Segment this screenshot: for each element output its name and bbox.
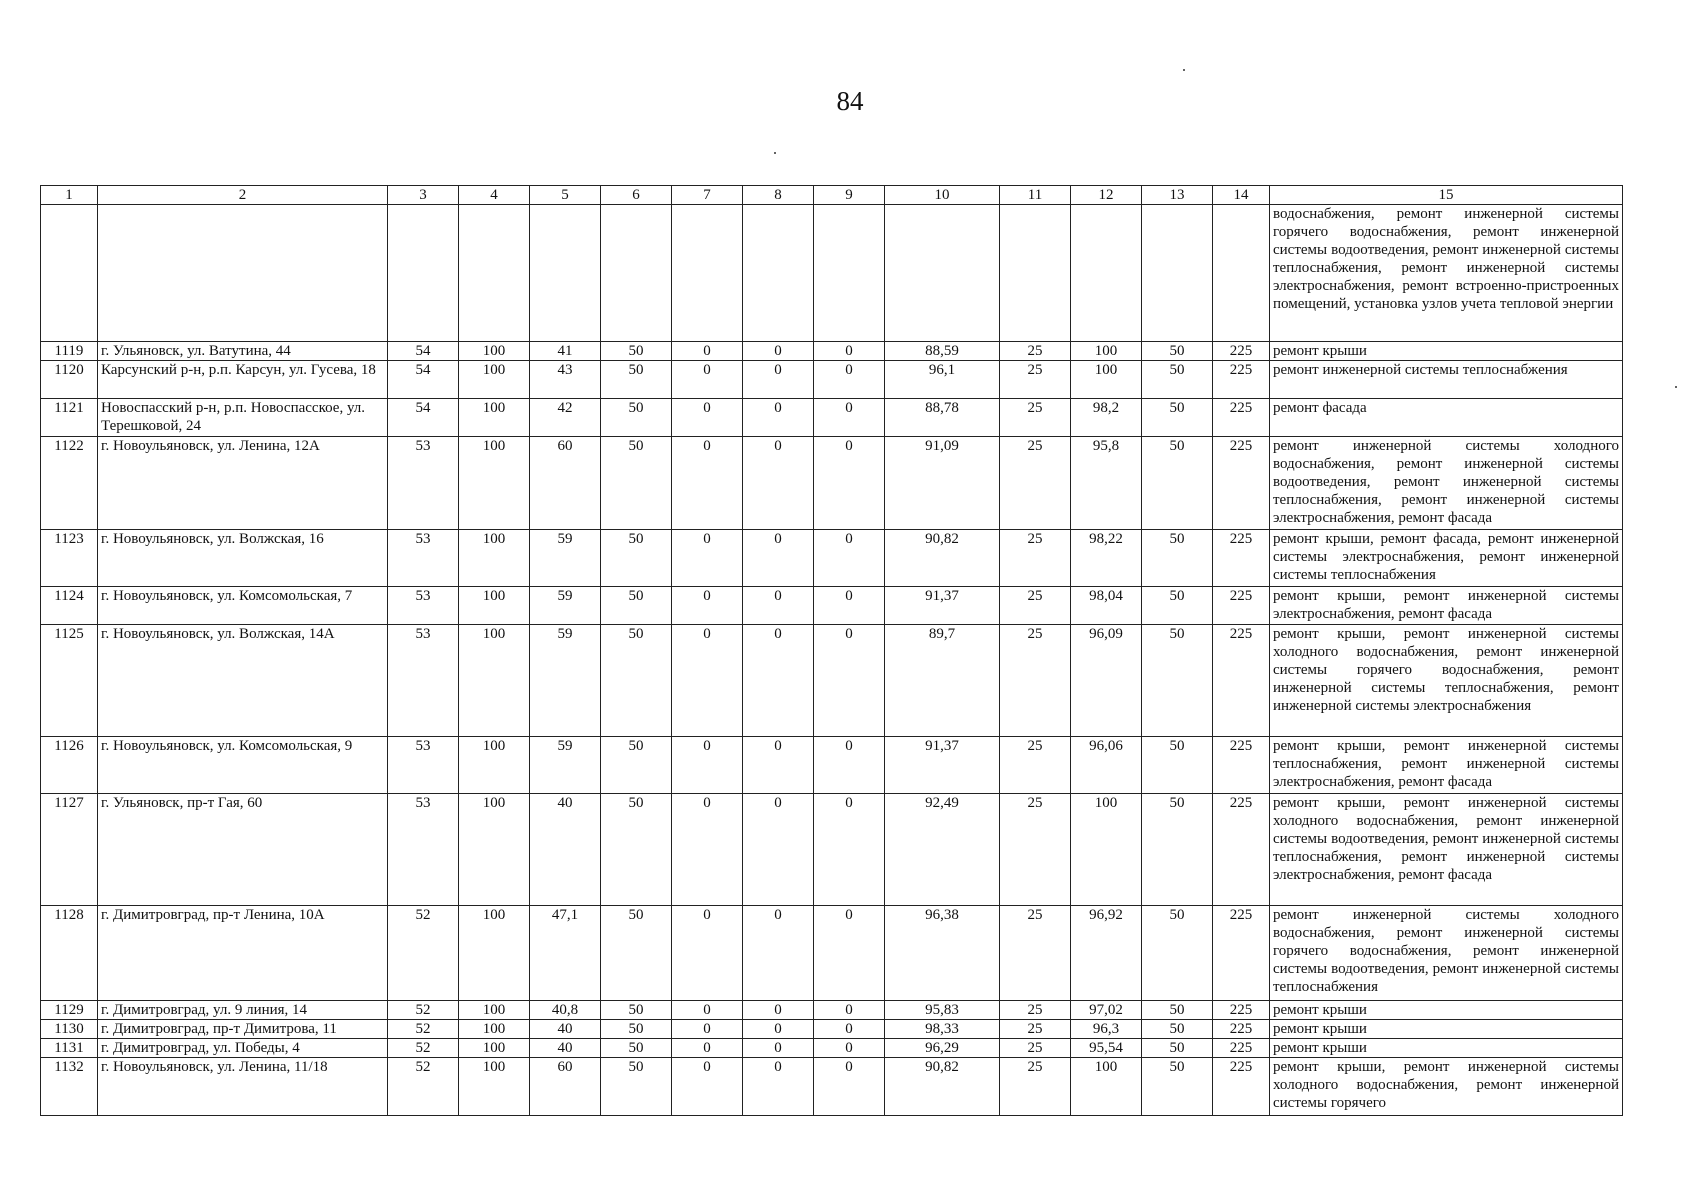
value-cell-12: 100 [1071, 794, 1142, 906]
value-cell-14: 225 [1213, 737, 1270, 794]
row-number-cell: 1130 [41, 1020, 98, 1039]
value-cell-3: 54 [388, 342, 459, 361]
address-cell: Карсунский р-н, р.п. Карсун, ул. Гусева, 18 [98, 361, 388, 399]
value-cell-9: 0 [814, 530, 885, 587]
value-cell-13: 50 [1142, 361, 1213, 399]
value-cell-4: 100 [459, 1039, 530, 1058]
value-cell-4: 100 [459, 737, 530, 794]
value-cell-10: 91,37 [885, 737, 1000, 794]
column-header: 10 [885, 186, 1000, 205]
scan-speck [774, 152, 776, 154]
table-row [41, 437, 1623, 530]
value-cell-6: 50 [601, 361, 672, 399]
value-cell-12: 95,54 [1071, 1039, 1142, 1058]
value-cell-11: 25 [1000, 1058, 1071, 1116]
value-cell-10: 91,09 [885, 437, 1000, 530]
value-cell-11: 25 [1000, 530, 1071, 587]
value-cell-13: 50 [1142, 794, 1213, 906]
value-cell-7: 0 [672, 1001, 743, 1020]
value-cell-12: 96,09 [1071, 625, 1142, 737]
value-cell-3: 53 [388, 530, 459, 587]
row-number-cell: 1131 [41, 1039, 98, 1058]
value-cell-11: 25 [1000, 1039, 1071, 1058]
value-cell-6: 50 [601, 1020, 672, 1039]
value-cell-9: 0 [814, 1001, 885, 1020]
value-cell-10: 96,29 [885, 1039, 1000, 1058]
value-cell-9: 0 [814, 1039, 885, 1058]
value-cell-14: 225 [1213, 1020, 1270, 1039]
value-cell-7: 0 [672, 530, 743, 587]
address-cell: Новоспасский р-н, р.п. Новоспасское, ул. Терешковой, 24 [98, 399, 388, 437]
address-cell: г. Димитровград, пр-т Димитрова, 11 [98, 1020, 388, 1039]
value-cell-3: 53 [388, 625, 459, 737]
value-cell-6: 50 [601, 342, 672, 361]
address-cell: г. Новоульяновск, ул. Комсомольская, 7 [98, 587, 388, 625]
value-cell-5: 59 [530, 625, 601, 737]
value-cell-14: 225 [1213, 342, 1270, 361]
value-cell-9: 0 [814, 1020, 885, 1039]
table-row [41, 399, 1623, 437]
value-cell-3: 53 [388, 737, 459, 794]
value-cell-11: 25 [1000, 1020, 1071, 1039]
value-cell-12: 100 [1071, 361, 1142, 399]
value-cell-6: 50 [601, 587, 672, 625]
value-cell-9: 0 [814, 361, 885, 399]
value-cell-13: 50 [1142, 587, 1213, 625]
table-row [41, 342, 1623, 361]
value-cell-6: 50 [601, 399, 672, 437]
value-cell-13: 50 [1142, 1039, 1213, 1058]
table-row [41, 361, 1623, 399]
value-cell-11: 25 [1000, 737, 1071, 794]
value-cell-14: 225 [1213, 399, 1270, 437]
works-cell: ремонт крыши, ремонт инженерной системы электроснабжения, ремонт фасада [1270, 587, 1623, 625]
works-cell: ремонт крыши [1270, 1001, 1623, 1020]
value-cell-7: 0 [672, 399, 743, 437]
value-cell-4: 100 [459, 399, 530, 437]
value-cell-11: 25 [1000, 399, 1071, 437]
value-cell-14: 225 [1213, 437, 1270, 530]
value-cell-7: 0 [672, 625, 743, 737]
column-header: 6 [601, 186, 672, 205]
value-cell-11: 25 [1000, 625, 1071, 737]
works-cell: ремонт крыши, ремонт инженерной системы холодного водоснабжения, ремонт инженерной системы водоотведения, ремонт инженерной системы теплоснабжения, ремонт инженерной системы электроснабжения, ремонт фасада [1270, 794, 1623, 906]
value-cell-5: 60 [530, 437, 601, 530]
value-cell-14: 225 [1213, 1001, 1270, 1020]
value-cell-11: 25 [1000, 906, 1071, 1001]
value-cell-10: 89,7 [885, 625, 1000, 737]
value-cell-10: 95,83 [885, 1001, 1000, 1020]
column-header: 13 [1142, 186, 1213, 205]
value-cell-10: 91,37 [885, 587, 1000, 625]
row-number-cell: 1128 [41, 906, 98, 1001]
value-cell-10: 92,49 [885, 794, 1000, 906]
value-cell-7: 0 [672, 906, 743, 1001]
value-cell-11: 25 [1000, 587, 1071, 625]
value-cell-4: 100 [459, 1058, 530, 1116]
table-row [41, 794, 1623, 906]
value-cell-13: 50 [1142, 437, 1213, 530]
value-cell-6: 50 [601, 794, 672, 906]
value-cell-9: 0 [814, 737, 885, 794]
works-cell: ремонт крыши [1270, 1039, 1623, 1058]
value-cell-3: 52 [388, 1058, 459, 1116]
value-cell-8: 0 [743, 906, 814, 1001]
column-header: 14 [1213, 186, 1270, 205]
value-cell-11: 25 [1000, 794, 1071, 906]
table-row [41, 906, 1623, 1001]
address-cell: г. Новоульяновск, ул. Комсомольская, 9 [98, 737, 388, 794]
scan-speck [1183, 69, 1185, 71]
value-cell-13: 50 [1142, 737, 1213, 794]
value-cell-13: 50 [1142, 530, 1213, 587]
value-cell-13: 50 [1142, 625, 1213, 737]
value-cell-10: 88,59 [885, 342, 1000, 361]
column-header: 9 [814, 186, 885, 205]
value-cell-9: 0 [814, 1058, 885, 1116]
value-cell-5: 40 [530, 1039, 601, 1058]
value-cell-10: 90,82 [885, 1058, 1000, 1116]
value-cell-5: 47,1 [530, 906, 601, 1001]
value-cell-9: 0 [814, 342, 885, 361]
value-cell-9: 0 [814, 437, 885, 530]
value-cell-14: 225 [1213, 1058, 1270, 1116]
table-row [41, 587, 1623, 625]
value-cell-4: 100 [459, 906, 530, 1001]
continuation-row [41, 205, 1623, 342]
column-header: 3 [388, 186, 459, 205]
value-cell-11: 25 [1000, 361, 1071, 399]
value-cell-8: 0 [743, 437, 814, 530]
value-cell-6: 50 [601, 1058, 672, 1116]
table-row [41, 1039, 1623, 1058]
value-cell-12: 98,04 [1071, 587, 1142, 625]
value-cell-6: 50 [601, 906, 672, 1001]
value-cell-3: 53 [388, 437, 459, 530]
row-number-cell: 1125 [41, 625, 98, 737]
value-cell-12: 96,3 [1071, 1020, 1142, 1039]
value-cell-6: 50 [601, 437, 672, 530]
table-row [41, 1058, 1623, 1116]
column-header: 12 [1071, 186, 1142, 205]
value-cell-8: 0 [743, 794, 814, 906]
works-cell: ремонт крыши, ремонт фасада, ремонт инженерной системы электроснабжения, ремонт инженерной системы теплоснабжения [1270, 530, 1623, 587]
table-row [41, 625, 1623, 737]
value-cell-10: 88,78 [885, 399, 1000, 437]
value-cell-7: 0 [672, 794, 743, 906]
value-cell-5: 43 [530, 361, 601, 399]
value-cell-11: 25 [1000, 1001, 1071, 1020]
row-number-cell: 1120 [41, 361, 98, 399]
value-cell-8: 0 [743, 399, 814, 437]
value-cell-10: 96,1 [885, 361, 1000, 399]
value-cell-4: 100 [459, 437, 530, 530]
row-number-cell: 1129 [41, 1001, 98, 1020]
value-cell-7: 0 [672, 361, 743, 399]
column-header: 8 [743, 186, 814, 205]
works-cell: ремонт крыши, ремонт инженерной системы холодного водоснабжения, ремонт инженерной системы горячего водоснабжения, ремонт инженерной системы теплоснабжения, ремонт инженерной системы электроснабжения [1270, 625, 1623, 737]
value-cell-12: 96,92 [1071, 906, 1142, 1001]
scan-speck [1675, 386, 1677, 388]
value-cell-12: 96,06 [1071, 737, 1142, 794]
value-cell-3: 52 [388, 1001, 459, 1020]
value-cell-9: 0 [814, 906, 885, 1001]
value-cell-13: 50 [1142, 399, 1213, 437]
value-cell-12: 98,2 [1071, 399, 1142, 437]
column-header: 1 [41, 186, 98, 205]
value-cell-9: 0 [814, 625, 885, 737]
register-table [40, 185, 1623, 1116]
value-cell-13: 50 [1142, 1020, 1213, 1039]
value-cell-5: 60 [530, 1058, 601, 1116]
column-header: 15 [1270, 186, 1623, 205]
row-number-cell: 1122 [41, 437, 98, 530]
value-cell-4: 100 [459, 625, 530, 737]
page-number: 84 [836, 86, 864, 116]
value-cell-13: 50 [1142, 1058, 1213, 1116]
value-cell-5: 40 [530, 794, 601, 906]
row-number-cell: 1121 [41, 399, 98, 437]
address-cell: г. Ульяновск, пр-т Гая, 60 [98, 794, 388, 906]
value-cell-7: 0 [672, 1058, 743, 1116]
value-cell-4: 100 [459, 530, 530, 587]
row-number-cell: 1123 [41, 530, 98, 587]
works-cell: ремонт инженерной системы холодного водоснабжения, ремонт инженерной системы водоотведения, ремонт инженерной системы теплоснабжения, ремонт инженерной системы электроснабжения, ремонт фасада [1270, 437, 1623, 530]
value-cell-7: 0 [672, 1020, 743, 1039]
value-cell-8: 0 [743, 625, 814, 737]
value-cell-3: 54 [388, 361, 459, 399]
row-number-cell: 1119 [41, 342, 98, 361]
value-cell-3: 52 [388, 1020, 459, 1039]
value-cell-4: 100 [459, 1001, 530, 1020]
value-cell-14: 225 [1213, 1039, 1270, 1058]
value-cell-3: 54 [388, 399, 459, 437]
table-row [41, 1020, 1623, 1039]
value-cell-3: 53 [388, 587, 459, 625]
table-row [41, 737, 1623, 794]
value-cell-14: 225 [1213, 794, 1270, 906]
value-cell-5: 40,8 [530, 1001, 601, 1020]
value-cell-11: 25 [1000, 342, 1071, 361]
row-number-cell: 1132 [41, 1058, 98, 1116]
value-cell-6: 50 [601, 530, 672, 587]
value-cell-4: 100 [459, 587, 530, 625]
value-cell-12: 100 [1071, 342, 1142, 361]
value-cell-3: 52 [388, 1039, 459, 1058]
value-cell-14: 225 [1213, 361, 1270, 399]
value-cell-14: 225 [1213, 530, 1270, 587]
value-cell-5: 59 [530, 530, 601, 587]
value-cell-8: 0 [743, 1058, 814, 1116]
value-cell-8: 0 [743, 737, 814, 794]
value-cell-5: 40 [530, 1020, 601, 1039]
address-cell: г. Новоульяновск, ул. Ленина, 11/18 [98, 1058, 388, 1116]
row-number-cell: 1126 [41, 737, 98, 794]
value-cell-12: 98,22 [1071, 530, 1142, 587]
column-number-row [41, 186, 1623, 205]
value-cell-5: 41 [530, 342, 601, 361]
value-cell-10: 98,33 [885, 1020, 1000, 1039]
value-cell-12: 97,02 [1071, 1001, 1142, 1020]
works-cell: ремонт фасада [1270, 399, 1623, 437]
value-cell-6: 50 [601, 1039, 672, 1058]
value-cell-11: 25 [1000, 437, 1071, 530]
address-cell: г. Димитровград, пр-т Ленина, 10А [98, 906, 388, 1001]
table-row [41, 1001, 1623, 1020]
value-cell-10: 90,82 [885, 530, 1000, 587]
address-cell: г. Новоульяновск, ул. Волжская, 14А [98, 625, 388, 737]
value-cell-5: 59 [530, 587, 601, 625]
address-cell: г. Димитровград, ул. Победы, 4 [98, 1039, 388, 1058]
works-cell: ремонт крыши, ремонт инженерной системы теплоснабжения, ремонт инженерной системы электроснабжения, ремонт фасада [1270, 737, 1623, 794]
works-cell: ремонт инженерной системы теплоснабжения [1270, 361, 1623, 399]
table-row [41, 530, 1623, 587]
works-cell: ремонт крыши [1270, 342, 1623, 361]
value-cell-9: 0 [814, 587, 885, 625]
row-number-cell: 1124 [41, 587, 98, 625]
value-cell-5: 42 [530, 399, 601, 437]
value-cell-6: 50 [601, 1001, 672, 1020]
address-cell: г. Новоульяновск, ул. Волжская, 16 [98, 530, 388, 587]
column-header: 5 [530, 186, 601, 205]
value-cell-8: 0 [743, 1001, 814, 1020]
value-cell-13: 50 [1142, 1001, 1213, 1020]
value-cell-6: 50 [601, 737, 672, 794]
value-cell-9: 0 [814, 399, 885, 437]
value-cell-4: 100 [459, 361, 530, 399]
value-cell-7: 0 [672, 342, 743, 361]
value-cell-5: 59 [530, 737, 601, 794]
value-cell-4: 100 [459, 794, 530, 906]
value-cell-12: 100 [1071, 1058, 1142, 1116]
column-header: 11 [1000, 186, 1071, 205]
value-cell-8: 0 [743, 530, 814, 587]
value-cell-13: 50 [1142, 906, 1213, 1001]
value-cell-14: 225 [1213, 587, 1270, 625]
value-cell-7: 0 [672, 587, 743, 625]
works-cell: ремонт инженерной системы холодного водоснабжения, ремонт инженерной системы горячего водоснабжения, ремонт инженерной системы водоотведения, ремонт инженерной системы теплоснабжения [1270, 906, 1623, 1001]
value-cell-9: 0 [814, 794, 885, 906]
value-cell-8: 0 [743, 1039, 814, 1058]
value-cell-4: 100 [459, 342, 530, 361]
value-cell-8: 0 [743, 1020, 814, 1039]
value-cell-7: 0 [672, 737, 743, 794]
column-header: 4 [459, 186, 530, 205]
value-cell-12: 95,8 [1071, 437, 1142, 530]
value-cell-8: 0 [743, 587, 814, 625]
value-cell-8: 0 [743, 361, 814, 399]
value-cell-13: 50 [1142, 342, 1213, 361]
address-cell: г. Димитровград, ул. 9 линия, 14 [98, 1001, 388, 1020]
value-cell-3: 53 [388, 794, 459, 906]
value-cell-4: 100 [459, 1020, 530, 1039]
value-cell-7: 0 [672, 437, 743, 530]
address-cell: г. Ульяновск, ул. Ватутина, 44 [98, 342, 388, 361]
value-cell-14: 225 [1213, 906, 1270, 1001]
works-cell: ремонт крыши [1270, 1020, 1623, 1039]
row-number-cell: 1127 [41, 794, 98, 906]
column-header: 2 [98, 186, 388, 205]
works-cell: ремонт крыши, ремонт инженерной системы холодного водоснабжения, ремонт инженерной системы горячего [1270, 1058, 1623, 1116]
value-cell-14: 225 [1213, 625, 1270, 737]
value-cell-8: 0 [743, 342, 814, 361]
address-cell: г. Новоульяновск, ул. Ленина, 12А [98, 437, 388, 530]
value-cell-10: 96,38 [885, 906, 1000, 1001]
works-cell: водоснабжения, ремонт инженерной системы горячего водоснабжения, ремонт инженерной системы водоотведения, ремонт инженерной системы теплоснабжения, ремонт инженерной системы электроснабжения, ремонт встроенно-пристроенных помещений, установка узлов учета тепловой энергии [1270, 205, 1623, 342]
value-cell-7: 0 [672, 1039, 743, 1058]
value-cell-6: 50 [601, 625, 672, 737]
value-cell-3: 52 [388, 906, 459, 1001]
column-header: 7 [672, 186, 743, 205]
